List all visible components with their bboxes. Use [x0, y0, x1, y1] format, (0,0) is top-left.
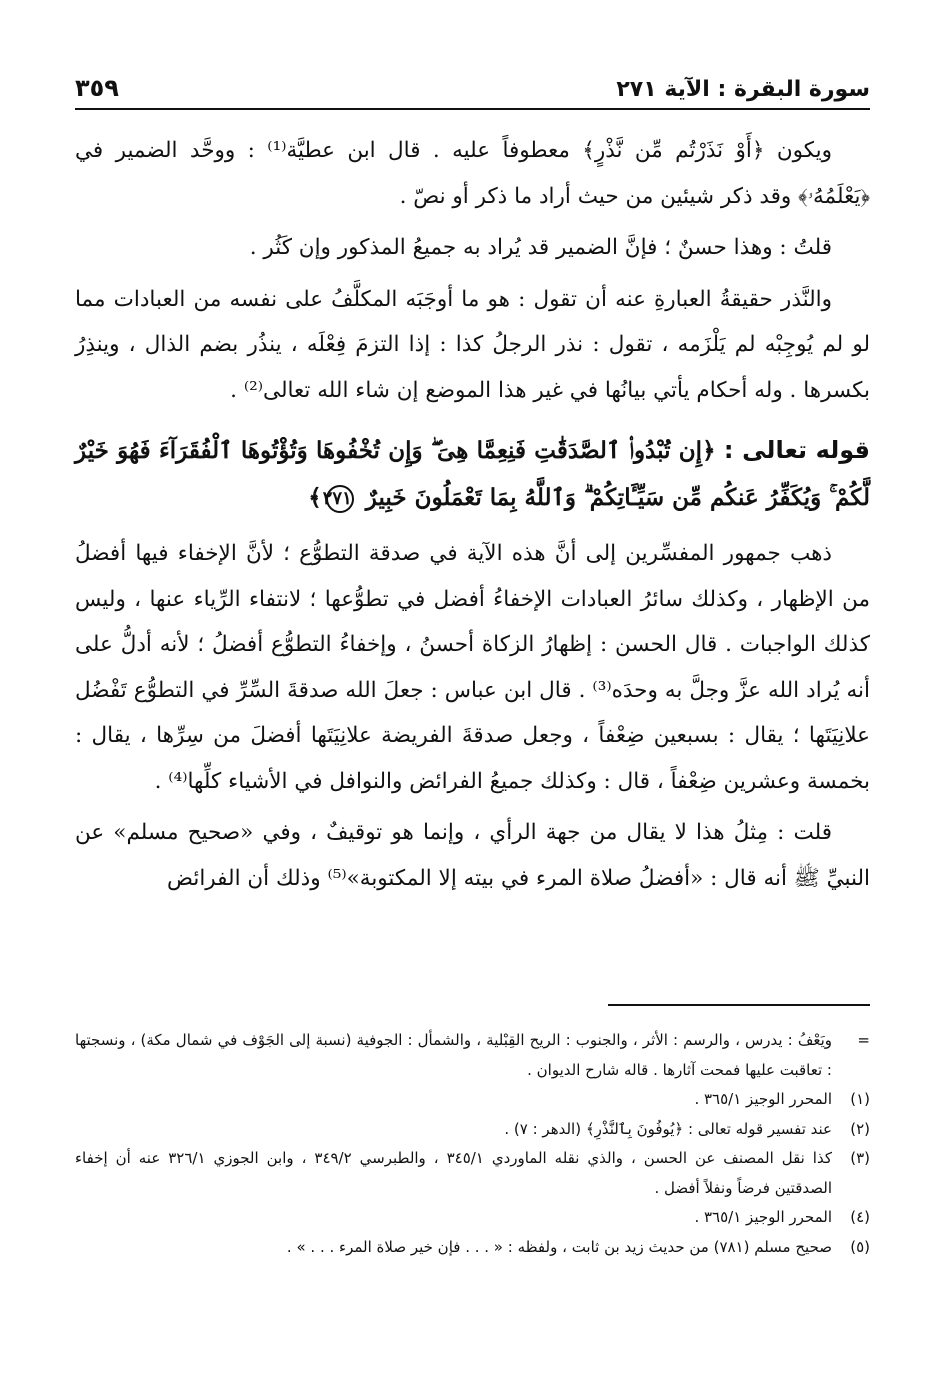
footnote-separator — [608, 1004, 870, 1006]
ayah-number-ornament: ٢٧١ — [326, 485, 354, 513]
footnote-text: عند تفسير قوله تعالى : ﴿يُوفُونَ بِٱلنَّذْرِ﴾ (الدهر : ٧) . — [504, 1119, 832, 1138]
footnote-text: صحيح مسلم (٧٨١) من حديث زيد بن ثابت ، ولفظه : « . . . فإن خير صلاة المرء . . . » . — [286, 1237, 832, 1256]
verse-lead: قوله تعالى : — [723, 436, 871, 464]
footnote-mark: (٣) — [850, 1149, 870, 1167]
footnote-2 — [75, 1115, 870, 1145]
footnote-text: المحرر الوجيز ٣٦٥/١ . — [694, 1208, 832, 1226]
paragraph-5: قلت : مِثلُ هذا لا يقال من جهة الرأي ، وإنما هو توقيفٌ ، وفي «صحيح مسلم» عن النبيِّ ﷺ أنه قال : «أفضلُ صلاة المرء في بيته إلا المكتوبة»⁽⁵⁾ وذلك أن الفرائض — [75, 820, 870, 891]
verse-close: ﴾ — [308, 484, 322, 511]
footnote-1 — [75, 1085, 870, 1115]
footnote-4 — [75, 1203, 870, 1233]
footnote-mark: (١) — [850, 1090, 870, 1108]
footnote-continuation — [75, 1026, 870, 1085]
footnote-mark: = — [857, 1031, 870, 1049]
footnote-text: كذا نقل المصنف عن الحسن ، والذي نقله الماوردي ٣٤٥/١ ، والطبرسي ٣٤٩/٢ ، وابن الجوزي ٣٢٦/١ عنه أن إخفاء الصدقتين فرضاً ونفلاً أفضل . — [75, 1149, 832, 1197]
footnote-mark: (٢) — [850, 1119, 870, 1138]
footnote-mark: (٥) — [850, 1237, 870, 1256]
page-number: ٣٥٩ — [75, 74, 119, 102]
quran-verse — [75, 427, 870, 521]
paragraph-1: ويكون ﴿أَوْ نَذَرْتُم مِّن نَّذْرٍ﴾ معطوفاً عليه . قال ابن عطيَّة⁽¹⁾ : ووحَّد الضمير في ﴿يَعْلَمُهُۥ﴾ وقد ذكر شيئين من حيث أراد ما ذكر أو نصّ . — [75, 138, 870, 209]
verse-text: ﴿إِن تُبْدُوا۟ ٱلصَّدَقَٰتِ فَنِعِمَّا هِىَ ۖ وَإِن تُخْفُوهَا وَتُؤْتُوهَا ٱلْفُقَرَآءَ فَهُوَ خَيْرٌ لَّكُمْ ۚ وَيُكَفِّرُ عَنكُم مِّن سَيِّـَٔاتِكُمْ ۗ وَٱللَّهُ بِمَا تَعْمَلُونَ خَبِيرٌ — [75, 437, 870, 511]
running-header — [75, 60, 870, 110]
footnote-3 — [75, 1144, 870, 1203]
footnote-text: ويَعْفُ : يدرس ، والرسم : الأثر ، والجنوب : الريح القِبْلية ، والشمأل : الجوفية (نسبة إلى الجَوْف في شمال مكة) ، ونسجتها : تعاقبت عليها فمحت آثارها . قاله شارح الديوان . — [75, 1031, 832, 1079]
footnote-text: المحرر الوجيز ٣٦٥/١ . — [694, 1090, 832, 1108]
footnote-mark: (٤) — [850, 1208, 870, 1226]
surah-title: سورة البقرة : الآية ٢٧١ — [616, 77, 870, 102]
page — [75, 60, 870, 1330]
main-text — [75, 128, 870, 901]
paragraph-4: ذهب جمهور المفسِّرين إلى أنَّ هذه الآية في صدقة التطوُّع ؛ لأنَّ الإخفاء فيها أفضلُ من الإظهار ، وكذلك سائرُ العبادات الإخفاءُ أفضل في تطوُّعها ؛ لانتفاء الرِّياء عنها ، وليس كذلك الواجبات . قال الحسن : إظهارُ الزكاة أحسنُ ، وإخفاءُ التطوُّع أفضلُ ؛ لأنه أدلُّ على أنه يُراد الله عزَّ وجلَّ به وحدَه⁽³⁾ . قال ابن عباس : جعلَ الله صدقةَ السِّرِّ في التطوُّع تَفْضُل علانِيَتَها ؛ يقال : بسبعين ضِعْفاً ، وجعل صدقةَ الفريضة علانِيَتَها أفضلَ من سِرِّها ، يقال : بخمسة وعشرين ضِعْفاً ، قال : وكذلك جميعُ الفرائض والنوافل في الأشياء كلِّها⁽⁴⁾ . — [75, 541, 870, 794]
paragraph-3: والنَّذر حقيقةُ العبارةِ عنه أن تقول : هو ما أوجَبَه المكلَّفُ على نفسه من العبادات مما لو لم يُوجِبْه لم يَلْزَمه ، تقول : نذر الرجلُ كذا : إذا التزمَ فِعْلَه ، ينذُر بضم الذال ، وينذِرُ بكسرها . وله أحكام يأتي بيانُها في غير هذا الموضع إن شاء الله تعالى⁽²⁾ . — [75, 286, 870, 403]
footnotes — [75, 1004, 870, 1262]
paragraph-2: قلتُ : وهذا حسنٌ ؛ فإنَّ الضمير قد يُراد به جميعُ المذكور وإن كَثُر . — [249, 235, 832, 260]
footnote-5 — [75, 1233, 870, 1263]
